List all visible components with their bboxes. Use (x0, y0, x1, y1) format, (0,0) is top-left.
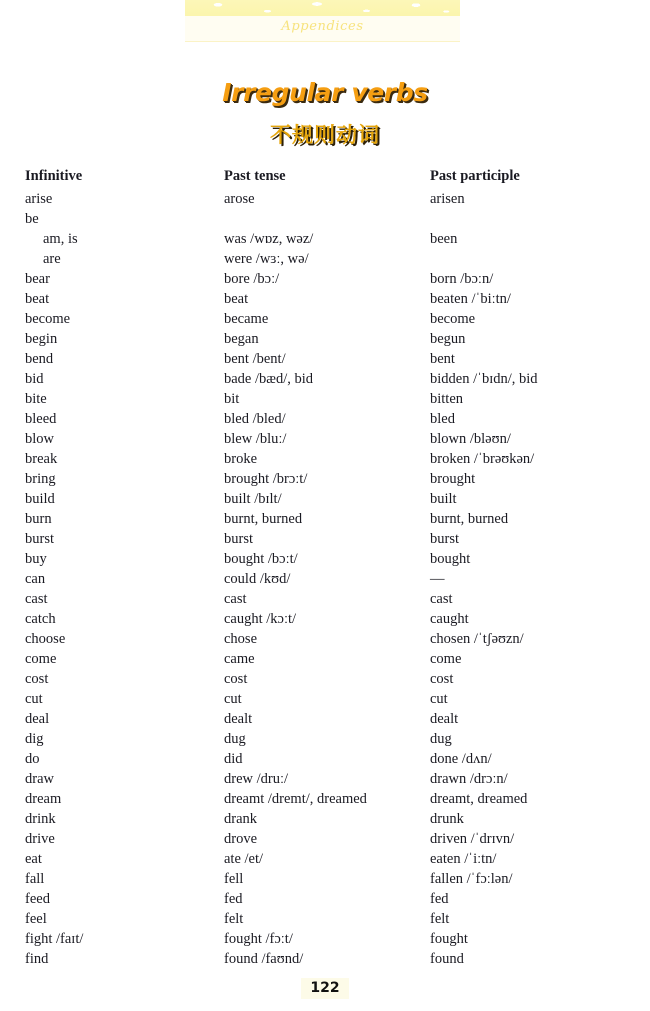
cell-past-participle: drunk (430, 811, 464, 827)
table-row (0, 229, 650, 249)
banner-label: Appendices (281, 19, 364, 34)
cell-past-tense: bled /bled/ (224, 411, 286, 427)
table-row (0, 509, 650, 529)
column-header-past-participle: Past participle (430, 168, 520, 184)
page-footer (0, 978, 650, 999)
cell-infinitive: bite (25, 391, 47, 407)
cell-past-tense: caught /kɔːt/ (224, 611, 297, 627)
cell-past-participle: eaten /ˈiːtn/ (430, 851, 497, 867)
table-row (0, 209, 650, 229)
cell-past-tense: cut (224, 691, 242, 707)
cell-past-tense: could /kʊd/ (224, 571, 291, 587)
table-row (0, 849, 650, 869)
cell-past-participle: been (430, 231, 458, 247)
table-row (0, 449, 650, 469)
cell-past-tense: bit (224, 391, 240, 407)
cell-past-tense: built /bɪlt/ (224, 491, 282, 507)
cell-infinitive: can (25, 571, 46, 587)
table-row (0, 289, 650, 309)
cell-infinitive: eat (25, 851, 42, 867)
table-row (0, 309, 650, 329)
cell-past-tense: bent /bent/ (224, 351, 286, 367)
table-row (0, 569, 650, 589)
cell-past-participle: bitten (430, 391, 464, 407)
cell-past-participle: dreamt, dreamed (430, 791, 528, 807)
cell-infinitive: fight /faɪt/ (25, 931, 84, 947)
cell-past-tense: came (224, 651, 255, 667)
cell-past-participle: fed (430, 891, 449, 907)
cell-infinitive: break (25, 451, 58, 467)
cell-infinitive: begin (25, 331, 58, 347)
table-row (0, 809, 650, 829)
cell-past-participle: burst (430, 531, 459, 547)
table-row (0, 189, 650, 209)
cell-infinitive: catch (25, 611, 56, 627)
cell-past-tense: cast (224, 591, 247, 607)
cell-past-participle: built (430, 491, 457, 507)
cell-infinitive: are (43, 251, 61, 267)
cell-past-participle: come (430, 651, 462, 667)
cell-infinitive: deal (25, 711, 50, 727)
cell-infinitive: draw (25, 771, 54, 787)
cell-past-participle: — (430, 571, 445, 587)
cell-past-participle: bled (430, 411, 455, 427)
cell-past-tense: dreamt /dremt/, dreamed (224, 791, 367, 807)
cell-past-tense: drove (224, 831, 258, 847)
table-row (0, 649, 650, 669)
table-row (0, 869, 650, 889)
cell-infinitive: bear (25, 271, 50, 287)
table-row (0, 589, 650, 609)
table-row (0, 369, 650, 389)
cell-past-participle: bidden /ˈbɪdn/, bid (430, 371, 538, 387)
cell-infinitive: beat (25, 291, 50, 307)
banner-leaf-pattern (185, 0, 460, 16)
table-body (0, 189, 650, 969)
table-row (0, 609, 650, 629)
cell-past-participle: burnt, burned (430, 511, 509, 527)
cell-infinitive: cost (25, 671, 49, 687)
cell-infinitive: cast (25, 591, 48, 607)
table-row (0, 789, 650, 809)
cell-past-tense: fought /fɔːt/ (224, 931, 293, 947)
cell-past-participle: driven /ˈdrɪvn/ (430, 831, 515, 847)
cell-past-participle: begun (430, 331, 466, 347)
cell-past-tense: became (224, 311, 269, 327)
cell-past-tense: bought /bɔːt/ (224, 551, 298, 567)
cell-past-tense: was /wɒz, wəz/ (224, 231, 314, 247)
cell-infinitive: dig (25, 731, 44, 747)
cell-infinitive: blow (25, 431, 54, 447)
irregular-verbs-table (0, 163, 650, 969)
cell-past-tense: broke (224, 451, 258, 467)
table-row (0, 549, 650, 569)
cell-infinitive: find (25, 951, 49, 967)
cell-past-tense: arose (224, 191, 255, 207)
cell-infinitive: arise (25, 191, 53, 207)
cell-infinitive: burn (25, 511, 52, 527)
cell-past-tense: beat (224, 291, 249, 307)
cell-infinitive: drive (25, 831, 55, 847)
cell-past-participle: bent (430, 351, 455, 367)
table-row (0, 689, 650, 709)
cell-past-participle: born /bɔːn/ (430, 271, 494, 287)
cell-past-tense: felt (224, 911, 244, 927)
cell-past-participle: chosen /ˈtʃəʊzn/ (430, 631, 524, 647)
table-row (0, 529, 650, 549)
cell-past-participle: felt (430, 911, 450, 927)
cell-past-tense: bore /bɔː/ (224, 271, 280, 287)
table-row (0, 389, 650, 409)
cell-past-participle: cost (430, 671, 454, 687)
cell-past-tense: did (224, 751, 243, 767)
cell-infinitive: choose (25, 631, 66, 647)
table-row (0, 429, 650, 449)
table-row (0, 489, 650, 509)
cell-past-tense: dealt (224, 711, 253, 727)
table-row (0, 709, 650, 729)
column-header-past-tense: Past tense (224, 168, 286, 184)
cell-past-tense: fed (224, 891, 243, 907)
column-header-infinitive: Infinitive (25, 168, 83, 184)
table-row (0, 829, 650, 849)
cell-past-participle: brought (430, 471, 476, 487)
cell-past-tense: were /wɜː, wə/ (224, 251, 309, 267)
cell-past-participle: caught (430, 611, 469, 627)
cell-past-participle: fallen /ˈfɔːlən/ (430, 871, 513, 887)
cell-infinitive: bring (25, 471, 56, 487)
cell-infinitive: bid (25, 371, 44, 387)
cell-past-participle: cut (430, 691, 448, 707)
table-row (0, 349, 650, 369)
table-row (0, 629, 650, 649)
cell-infinitive: do (25, 751, 40, 767)
table-row (0, 949, 650, 969)
cell-past-tense: bade /bæd/, bid (224, 371, 314, 387)
cell-past-participle: blown /bləʊn/ (430, 431, 511, 447)
cell-infinitive: feed (25, 891, 50, 907)
cell-past-participle: broken /ˈbrəʊkən/ (430, 451, 535, 467)
cell-infinitive: be (25, 211, 39, 227)
table-row (0, 909, 650, 929)
page-subtitle-chinese: 不规则动词 (270, 123, 380, 147)
cell-past-participle: drawn /drɔːn/ (430, 771, 508, 787)
cell-infinitive: come (25, 651, 57, 667)
table-row (0, 249, 650, 269)
cell-infinitive: am, is (43, 231, 78, 247)
cell-infinitive: buy (25, 551, 47, 567)
cell-past-participle: cast (430, 591, 453, 607)
cell-past-tense: brought /brɔːt/ (224, 471, 308, 487)
table-row (0, 729, 650, 749)
table-row (0, 269, 650, 289)
table-row (0, 329, 650, 349)
table-row (0, 669, 650, 689)
cell-past-tense: began (224, 331, 259, 347)
cell-past-tense: burst (224, 531, 253, 547)
table-row (0, 769, 650, 789)
cell-past-tense: found /faʊnd/ (224, 951, 304, 967)
page-number: 122 (310, 980, 340, 996)
cell-infinitive: bleed (25, 411, 57, 427)
cell-infinitive: drink (25, 811, 56, 827)
table-row (0, 409, 650, 429)
cell-past-tense: burnt, burned (224, 511, 303, 527)
cell-past-participle: dealt (430, 711, 459, 727)
page-header-banner (185, 0, 460, 47)
cell-past-participle: bought (430, 551, 471, 567)
cell-infinitive: feel (25, 911, 47, 927)
cell-past-tense: cost (224, 671, 248, 687)
cell-infinitive: dream (25, 791, 62, 807)
cell-past-tense: fell (224, 871, 244, 887)
page-title: Irregular verbs (222, 78, 428, 107)
cell-past-tense: drew /druː/ (224, 771, 289, 787)
table-row (0, 469, 650, 489)
page-number-highlight (301, 978, 348, 999)
cell-past-participle: fought (430, 931, 468, 947)
cell-infinitive: build (25, 491, 55, 507)
cell-infinitive: bend (25, 351, 54, 367)
cell-past-participle: done /dʌn/ (430, 751, 492, 767)
cell-past-tense: ate /et/ (224, 851, 264, 867)
cell-past-tense: blew /bluː/ (224, 431, 287, 447)
cell-past-participle: arisen (430, 191, 465, 207)
cell-past-tense: drank (224, 811, 258, 827)
cell-infinitive: become (25, 311, 71, 327)
table-row (0, 889, 650, 909)
cell-past-participle: beaten /ˈbiːtn/ (430, 291, 511, 307)
cell-infinitive: cut (25, 691, 43, 707)
table-header-row (0, 163, 650, 189)
cell-past-tense: dug (224, 731, 246, 747)
table-row (0, 929, 650, 949)
cell-infinitive: burst (25, 531, 54, 547)
cell-past-participle: become (430, 311, 476, 327)
cell-past-participle: dug (430, 731, 452, 747)
cell-past-tense: chose (224, 631, 258, 647)
cell-infinitive: fall (25, 871, 45, 887)
table-row (0, 749, 650, 769)
cell-past-participle: found (430, 951, 464, 967)
